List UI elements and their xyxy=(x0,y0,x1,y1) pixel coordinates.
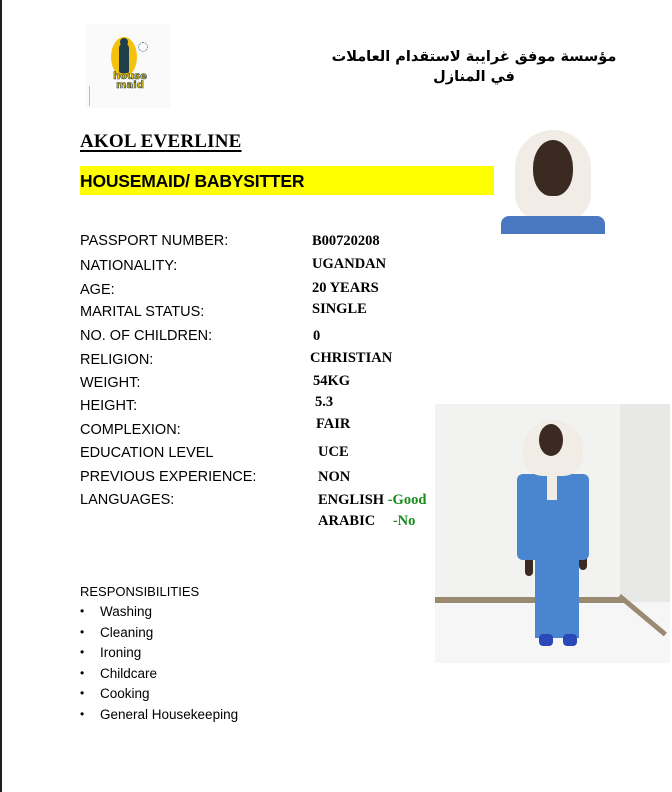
list-item xyxy=(80,625,238,646)
bullet-icon: • xyxy=(80,645,85,659)
detail-value: B00720208 xyxy=(312,233,380,249)
list-item xyxy=(80,645,238,666)
detail-label: WEIGHT: xyxy=(80,375,141,391)
detail-label: PREVIOUS EXPERIENCE: xyxy=(80,469,257,485)
detail-label: PASSPORT NUMBER: xyxy=(80,233,229,249)
language-english xyxy=(318,492,426,509)
detail-row-height xyxy=(80,394,480,416)
detail-row-religion xyxy=(80,350,480,372)
detail-label: NATIONALITY: xyxy=(80,258,178,274)
logo-text-line2: maid xyxy=(116,80,144,91)
logo-divider xyxy=(89,86,90,106)
language-level: -No xyxy=(392,513,416,529)
detail-value: 20 YEARS xyxy=(312,280,379,296)
detail-row-nationality xyxy=(80,256,480,278)
responsibility-text: Childcare xyxy=(100,665,158,681)
detail-row-complexion xyxy=(80,416,480,438)
photo-uniform-pants xyxy=(535,558,579,638)
responsibility-text: Cleaning xyxy=(100,624,154,640)
detail-label: LANGUAGES: xyxy=(80,492,175,508)
list-item xyxy=(80,666,238,687)
candidate-name: AKOL EVERLINE xyxy=(80,131,242,152)
detail-label: NO. OF CHILDREN: xyxy=(80,328,213,344)
logo-wordmark xyxy=(108,72,152,90)
page-left-border xyxy=(0,0,2,792)
logo-text-line1: house xyxy=(113,71,147,82)
detail-row-children xyxy=(80,328,480,350)
photo-face xyxy=(539,424,563,456)
detail-value: UCE xyxy=(318,444,349,460)
housemaid-logo xyxy=(86,24,170,108)
detail-label: RELIGION: xyxy=(80,352,154,368)
language-name: ENGLISH xyxy=(318,492,385,508)
bullet-icon: • xyxy=(80,706,85,721)
detail-row-age xyxy=(80,280,480,302)
full-body-photo xyxy=(435,404,670,663)
photo-collar xyxy=(547,476,557,500)
detail-value: 5.3 xyxy=(315,394,334,410)
detail-row-languages-2 xyxy=(80,513,480,535)
detail-row-education xyxy=(80,444,480,466)
detail-value: CHRISTIAN xyxy=(310,350,393,366)
detail-value: SINGLE xyxy=(312,301,367,317)
list-item xyxy=(80,604,238,625)
responsibilities-list xyxy=(80,604,238,727)
language-name: ARABIC xyxy=(318,513,376,529)
photo-shoe-right xyxy=(563,634,577,646)
detail-value: UGANDAN xyxy=(312,256,387,272)
detail-row-languages xyxy=(80,492,480,514)
bullet-icon: • xyxy=(80,624,85,639)
headshot-uniform xyxy=(501,216,605,234)
detail-row-marital-status xyxy=(80,301,480,323)
bullet-icon: • xyxy=(80,686,85,700)
detail-value: FAIR xyxy=(316,416,351,432)
list-item xyxy=(80,707,238,728)
detail-value: 0 xyxy=(313,328,321,344)
photo-shoe-left xyxy=(539,634,553,646)
logo-maid-figure-icon xyxy=(119,43,129,73)
agency-title-arabic: مؤسسة موفق غرايبة لاستقدام العاملات في المنازل xyxy=(331,49,617,85)
responsibility-text: Cooking xyxy=(100,686,150,701)
headshot-face xyxy=(533,140,573,196)
detail-label: MARITAL STATUS: xyxy=(80,304,205,320)
responsibility-text: Ironing xyxy=(100,645,142,660)
candidate-role: HOUSEMAID/ BABYSITTER xyxy=(80,171,305,191)
detail-value: NON xyxy=(318,469,351,485)
detail-label: HEIGHT: xyxy=(80,398,138,414)
language-level: -Good xyxy=(387,492,427,508)
language-arabic xyxy=(318,513,415,530)
responsibilities-title: RESPONSIBILITIES xyxy=(80,584,200,599)
detail-value: 54KG xyxy=(313,373,351,389)
bullet-icon: • xyxy=(80,665,85,680)
detail-label: EDUCATION LEVEL xyxy=(80,445,214,461)
responsibility-text: General Housekeeping xyxy=(100,706,239,722)
bullet-icon: • xyxy=(80,604,85,618)
list-item xyxy=(80,686,238,707)
detail-row-passport xyxy=(80,233,480,255)
photo-baseboard xyxy=(435,597,625,603)
detail-label: COMPLEXION: xyxy=(80,422,181,438)
headshot-photo xyxy=(497,128,609,234)
detail-row-weight xyxy=(80,373,480,395)
logo-spray-icon xyxy=(138,42,148,52)
detail-row-experience xyxy=(80,469,480,491)
detail-label: AGE: xyxy=(80,282,115,298)
responsibility-text: Washing xyxy=(100,604,153,619)
